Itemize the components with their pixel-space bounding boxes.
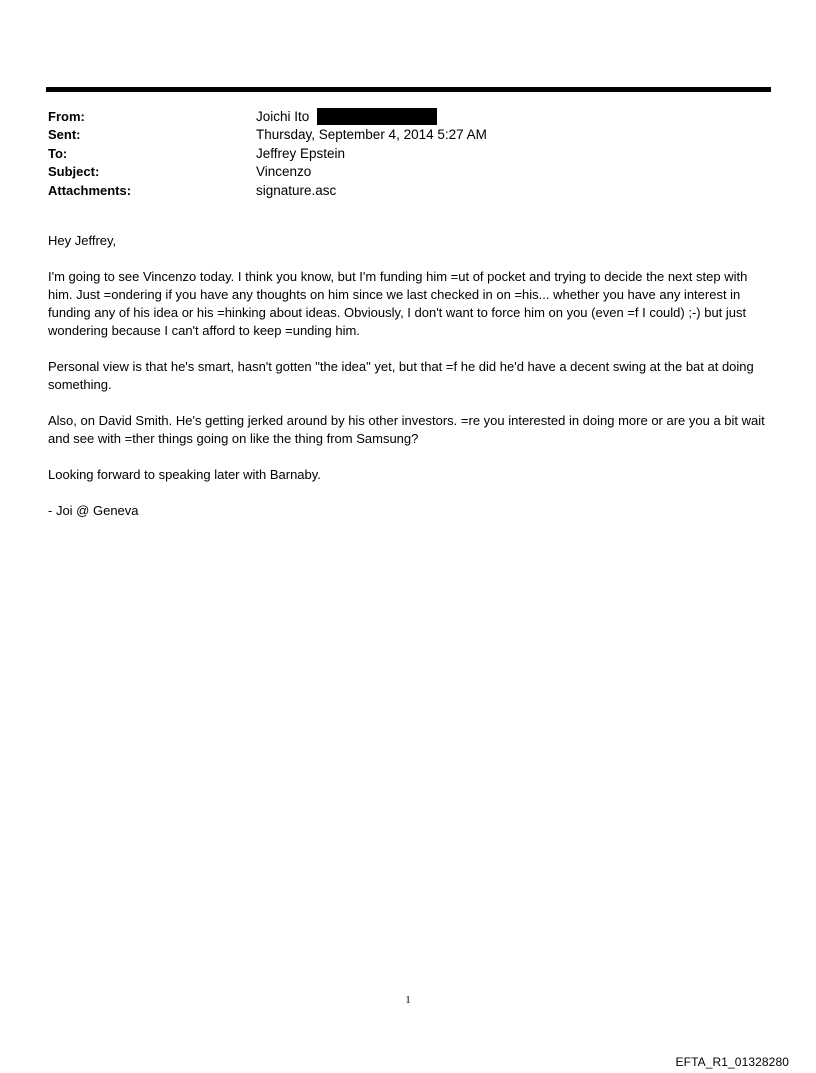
sent-row <box>48 126 748 145</box>
page-number: 1 <box>405 994 411 1006</box>
subject-label: Subject: <box>48 164 100 180</box>
sent-value: Thursday, September 4, 2014 5:27 AM <box>256 127 487 143</box>
sent-label: Sent: <box>48 127 81 143</box>
attachment-link[interactable]: signature.asc <box>256 182 337 198</box>
from-row <box>48 107 748 126</box>
header-divider <box>46 87 771 92</box>
body-paragraph: I'm going to see Vincenzo today. I think you know, but I'm funding him =ut of pocket and trying to decide the next step with him. Just =ondering if you have any thoughts on him since we last checked in on =his... whether you have any interest in funding any of his idea or his =hinking about ideas. Obviously, I don't want to force him on you (even =f I could) ;-) but just wondering because I can't afford to keep =unding him. <box>48 269 748 338</box>
redaction-box <box>317 108 437 125</box>
from-name: Joichi Ito <box>256 108 310 124</box>
signoff: - Joi @ Geneva <box>48 503 139 518</box>
subject-row <box>48 163 748 182</box>
body-paragraph: Looking forward to speaking later with Barnaby. <box>48 467 321 482</box>
bates-number: EFTA_R1_01328280 <box>675 1055 789 1069</box>
attachments-label: Attachments: <box>48 182 132 198</box>
body-paragraph: Personal view is that he's smart, hasn't gotten "the idea" yet, but that =f he did he'd have a decent swing at the bat at doing something. <box>48 359 754 392</box>
from-label: From: <box>48 108 85 124</box>
greeting: Hey Jeffrey, <box>48 233 117 248</box>
to-value: Jeffrey Epstein <box>256 145 346 161</box>
to-row <box>48 144 748 163</box>
body-paragraph: Also, on David Smith. He's getting jerked around by his other investors. =re you interested in doing more or are you a bit wait and see with =ther things going on like the thing from Samsung? <box>48 413 765 446</box>
attachments-row <box>48 181 748 200</box>
email-header <box>48 107 748 200</box>
to-label: To: <box>48 145 68 161</box>
email-body <box>48 232 770 538</box>
subject-value: Vincenzo <box>256 164 312 180</box>
from-value <box>256 108 437 125</box>
